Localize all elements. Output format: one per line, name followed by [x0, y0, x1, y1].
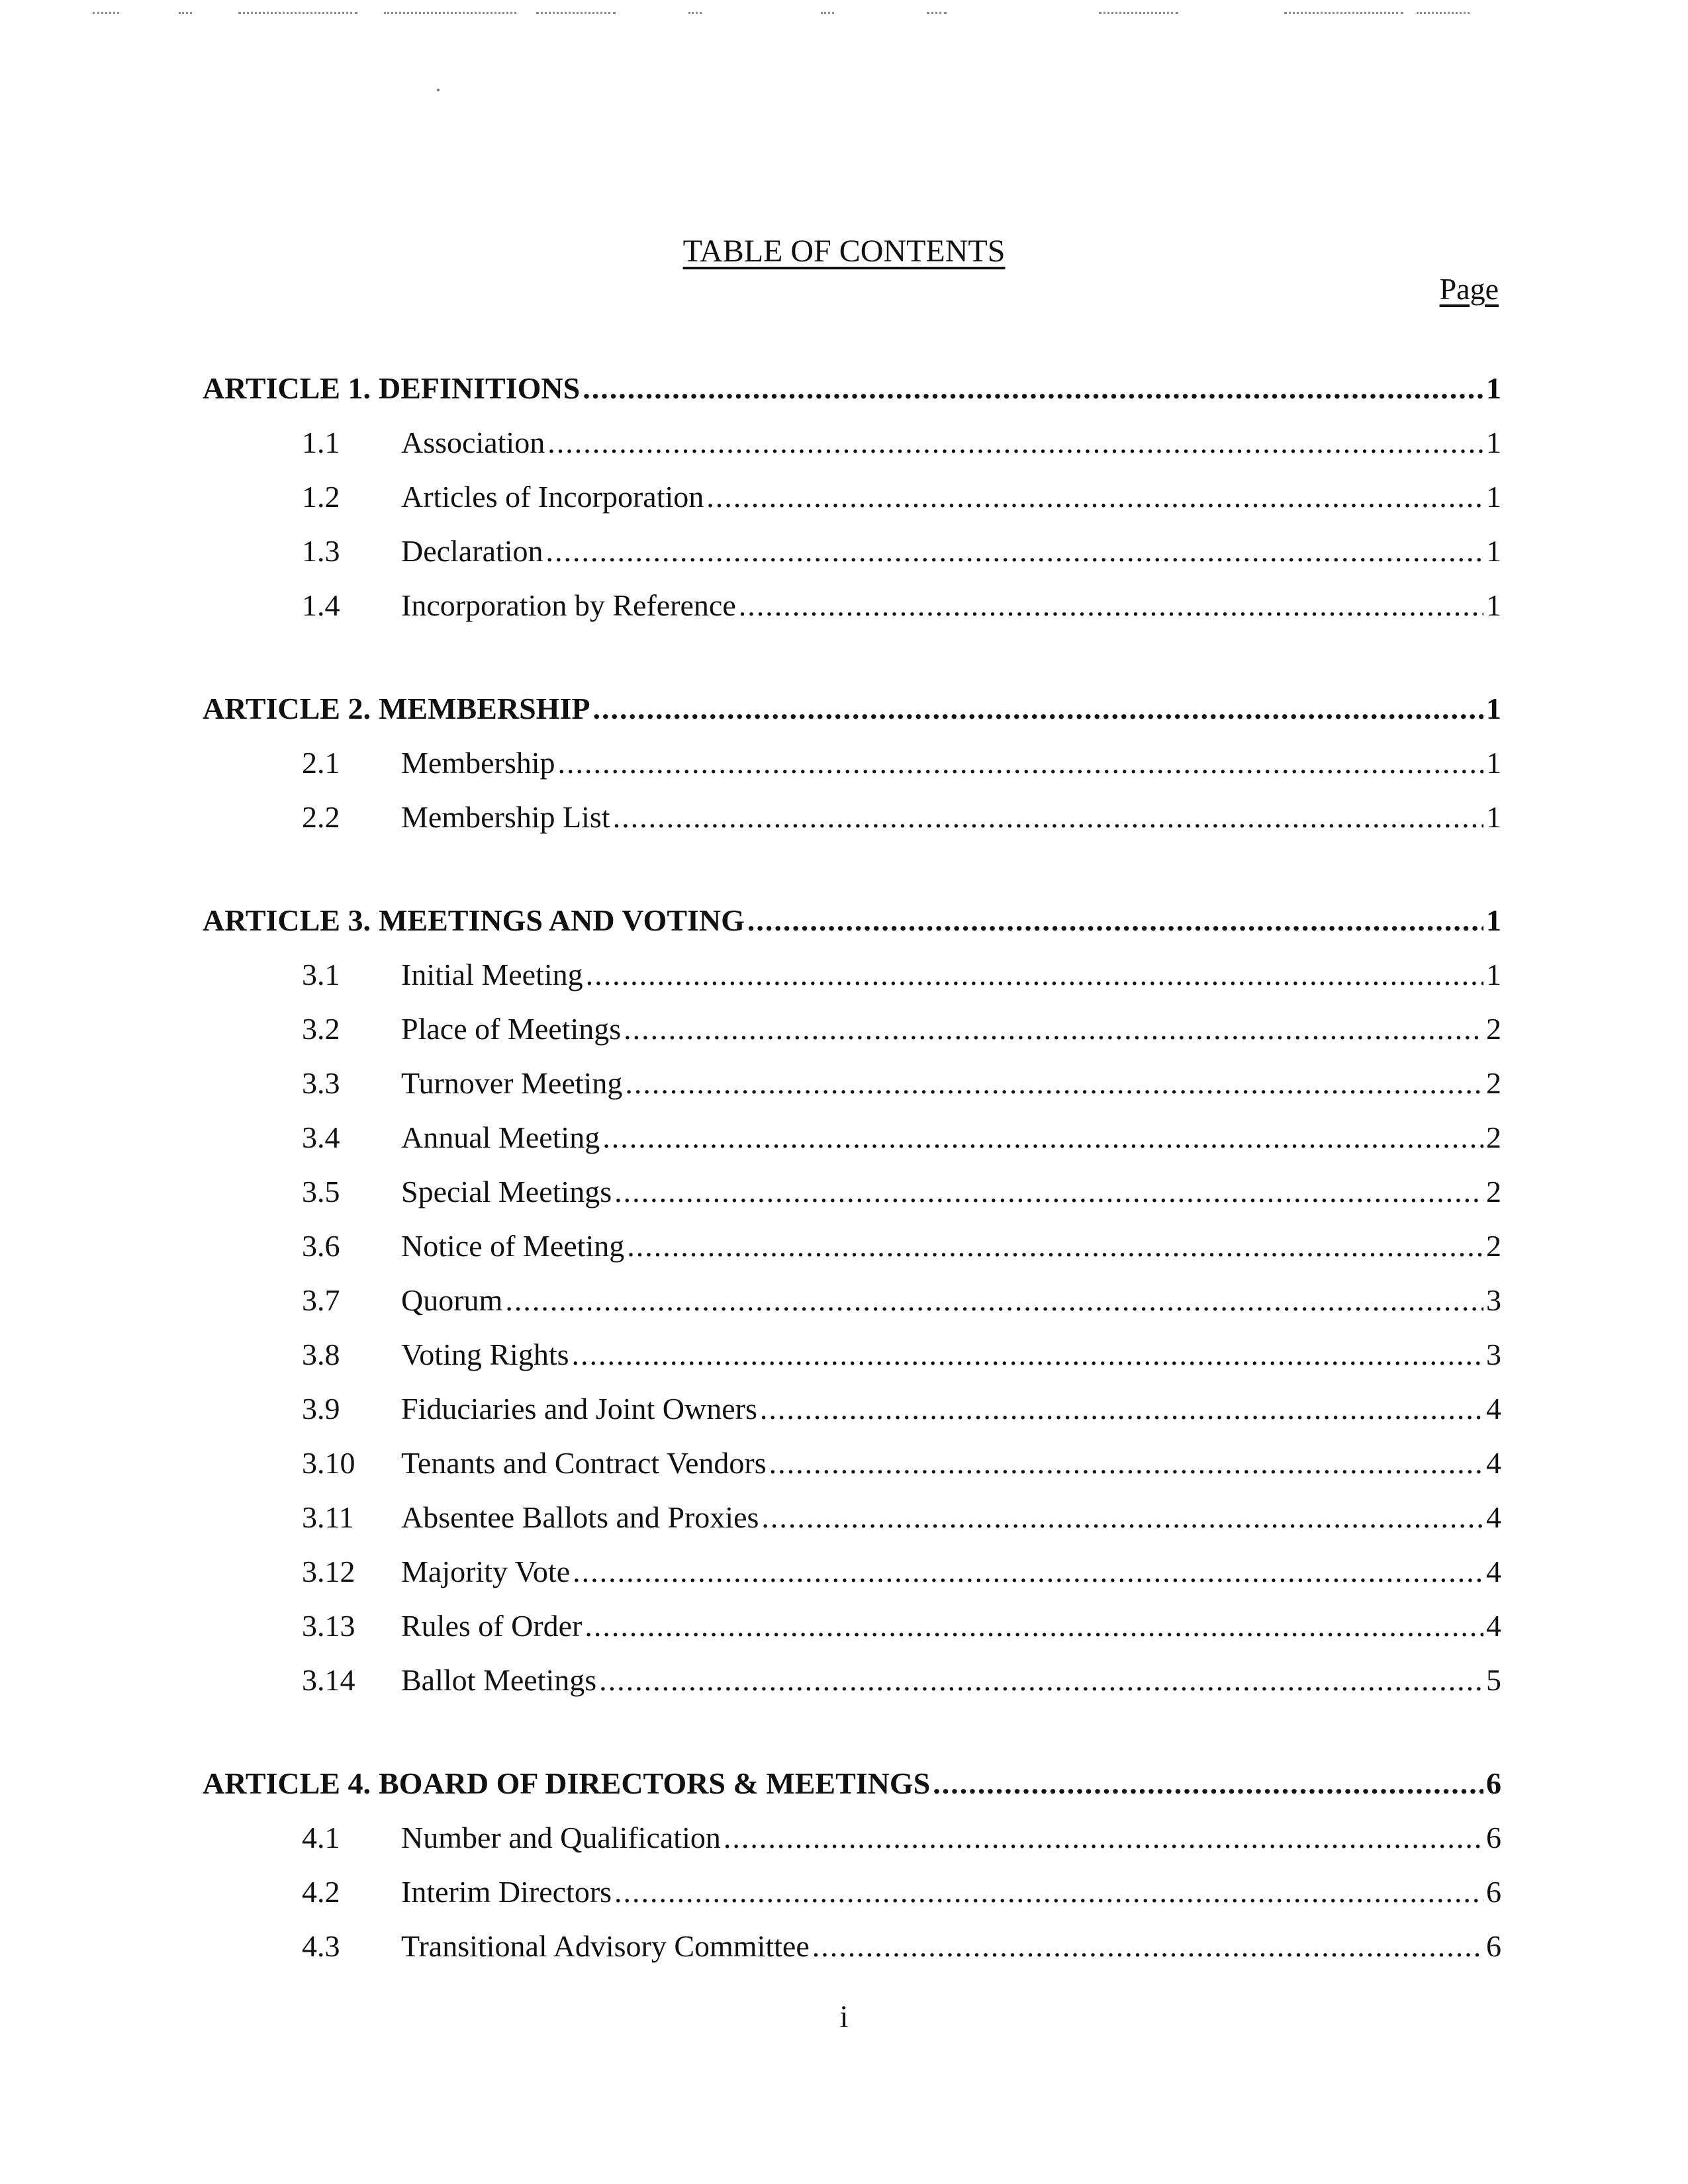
section-number: 3.3 [302, 1066, 340, 1100]
article-page-number: 1 [1486, 692, 1501, 725]
dot-leader [546, 533, 1483, 569]
dot-leader [761, 1500, 1483, 1535]
scan-artifact-strip [0, 0, 1688, 20]
section-number: 3.10 [302, 1446, 355, 1480]
article-group [203, 1766, 1501, 1983]
section-page-number: 2 [1486, 1175, 1501, 1208]
toc-article-row[interactable] [203, 371, 1501, 425]
section-page-number: 6 [1486, 1929, 1501, 1963]
toc-section-row[interactable] [203, 957, 1501, 1011]
section-number: 3.14 [302, 1663, 355, 1697]
section-page-number: 1 [1486, 426, 1501, 459]
section-number: 4.3 [302, 1929, 340, 1963]
toc-section-row[interactable] [203, 588, 1501, 642]
toc-section-row[interactable] [203, 1283, 1501, 1337]
toc-article-row[interactable] [203, 903, 1501, 957]
dot-leader [558, 745, 1483, 780]
article-page-number: 1 [1486, 903, 1501, 937]
article-page-number: 6 [1486, 1766, 1501, 1800]
article-label: ARTICLE 4. [203, 1766, 371, 1800]
section-title: Transitional Advisory Committee [401, 1929, 810, 1963]
section-page-number: 1 [1486, 588, 1501, 622]
section-number: 3.1 [302, 958, 340, 991]
article-group [203, 691, 1501, 854]
section-number: 1.1 [302, 426, 340, 459]
dot-leader [599, 1662, 1483, 1698]
section-title: Initial Meeting [401, 958, 583, 991]
toc-section-row[interactable] [203, 745, 1501, 799]
toc-section-row[interactable] [203, 1662, 1501, 1717]
section-page-number: 2 [1486, 1120, 1501, 1154]
section-title: Membership List [401, 800, 610, 834]
dot-leader [769, 1445, 1483, 1480]
dot-leader [592, 691, 1483, 726]
dot-leader [812, 1929, 1483, 1964]
section-page-number: 1 [1486, 746, 1501, 780]
section-page-number: 1 [1486, 534, 1501, 568]
article-group [203, 371, 1501, 642]
section-number: 4.2 [302, 1875, 340, 1909]
section-number: 3.7 [302, 1283, 340, 1317]
dot-leader [933, 1766, 1483, 1801]
section-title: Absentee Ballots and Proxies [401, 1500, 759, 1534]
section-number: 1.3 [302, 534, 340, 568]
article-page-number: 1 [1486, 371, 1501, 405]
dot-leader [760, 1391, 1483, 1426]
section-page-number: 4 [1486, 1555, 1501, 1588]
section-title: Annual Meeting [401, 1120, 600, 1154]
section-title: Articles of Incorporation [401, 480, 704, 514]
section-title: Voting Rights [401, 1338, 569, 1371]
section-number: 4.1 [302, 1821, 340, 1854]
toc-section-row[interactable] [203, 479, 1501, 533]
dot-leader [614, 1174, 1483, 1209]
section-title: Number and Qualification [401, 1821, 721, 1854]
section-page-number: 3 [1486, 1283, 1501, 1317]
page-column-header: Page [1439, 272, 1499, 306]
section-title: Tenants and Contract Vendors [401, 1446, 767, 1480]
section-number: 3.13 [302, 1609, 355, 1643]
dot-leader [602, 1120, 1483, 1155]
toc-list [203, 371, 1501, 2032]
article-label: ARTICLE 2. [203, 692, 371, 725]
article-label: ARTICLE 1. [203, 371, 371, 405]
dot-leader [724, 1820, 1483, 1855]
dot-leader [613, 799, 1483, 835]
section-page-number: 2 [1486, 1012, 1501, 1046]
toc-section-row[interactable] [203, 1820, 1501, 1874]
toc-section-row[interactable] [203, 1120, 1501, 1174]
toc-section-row[interactable] [203, 1608, 1501, 1662]
section-title: Association [401, 426, 545, 459]
dot-leader [547, 425, 1483, 460]
dot-leader [585, 1608, 1483, 1643]
toc-section-row[interactable] [203, 425, 1501, 479]
section-page-number: 4 [1486, 1446, 1501, 1480]
article-title: MEMBERSHIP [379, 692, 590, 725]
section-page-number: 6 [1486, 1875, 1501, 1909]
toc-section-row[interactable] [203, 1174, 1501, 1228]
dot-leader [625, 1066, 1483, 1101]
page-title [0, 233, 1688, 269]
section-number: 3.5 [302, 1175, 340, 1208]
section-title: Majority Vote [401, 1555, 571, 1588]
toc-section-row[interactable] [203, 1391, 1501, 1445]
toc-section-row[interactable] [203, 1011, 1501, 1066]
toc-article-row[interactable] [203, 1766, 1501, 1820]
section-page-number: 2 [1486, 1066, 1501, 1100]
dot-leader [624, 1011, 1483, 1046]
toc-section-row[interactable] [203, 1066, 1501, 1120]
toc-section-row[interactable] [203, 1228, 1501, 1283]
dot-leader [706, 479, 1483, 514]
section-page-number: 1 [1486, 480, 1501, 514]
section-number: 2.1 [302, 746, 340, 780]
section-page-number: 6 [1486, 1821, 1501, 1854]
toc-section-row[interactable] [203, 1337, 1501, 1391]
section-number: 3.9 [302, 1392, 340, 1426]
section-title: Rules of Order [401, 1609, 583, 1643]
section-title: Notice of Meeting [401, 1229, 625, 1263]
section-title: Interim Directors [401, 1875, 612, 1909]
section-page-number: 4 [1486, 1500, 1501, 1534]
section-title: Quorum [401, 1283, 503, 1317]
footer-page-number: i [839, 1999, 849, 2034]
section-title: Ballot Meetings [401, 1663, 597, 1697]
section-number: 1.4 [302, 588, 340, 622]
section-number: 3.11 [302, 1500, 354, 1534]
section-number: 3.8 [302, 1338, 340, 1371]
section-title: Fiduciaries and Joint Owners [401, 1392, 757, 1426]
dot-leader [586, 957, 1483, 992]
section-page-number: 5 [1486, 1663, 1501, 1697]
section-title: Place of Meetings [401, 1012, 622, 1046]
section-page-number: 4 [1486, 1392, 1501, 1426]
article-title: MEETINGS AND VOTING [379, 903, 745, 937]
dot-leader [747, 903, 1483, 938]
section-title: Incorporation by Reference [401, 588, 736, 622]
scan-speck [437, 89, 440, 91]
article-label: ARTICLE 3. [203, 903, 371, 937]
toc-section-row[interactable] [203, 1554, 1501, 1608]
section-page-number: 2 [1486, 1229, 1501, 1263]
article-title: BOARD OF DIRECTORS & MEETINGS [379, 1766, 931, 1800]
toc-section-row[interactable] [203, 533, 1501, 588]
section-title: Special Meetings [401, 1175, 612, 1208]
section-title: Turnover Meeting [401, 1066, 623, 1100]
section-page-number: 1 [1486, 958, 1501, 991]
toc-section-row[interactable] [203, 1445, 1501, 1500]
section-number: 3.12 [302, 1555, 355, 1588]
toc-article-row[interactable] [203, 691, 1501, 745]
dot-leader [583, 371, 1483, 406]
section-number: 1.2 [302, 480, 340, 514]
toc-section-row[interactable] [203, 1500, 1501, 1554]
article-title: DEFINITIONS [379, 371, 581, 405]
section-number: 2.2 [302, 800, 340, 834]
article-group [203, 903, 1501, 1717]
toc-title-text: TABLE OF CONTENTS [682, 234, 1006, 269]
section-title: Membership [401, 746, 555, 780]
dot-leader [573, 1554, 1483, 1589]
dot-leader [505, 1283, 1483, 1318]
section-number: 3.6 [302, 1229, 340, 1263]
section-number: 3.2 [302, 1012, 340, 1046]
dot-leader [572, 1337, 1484, 1372]
dot-leader [739, 588, 1483, 623]
dot-leader [627, 1228, 1483, 1263]
section-page-number: 4 [1486, 1609, 1501, 1643]
toc-section-row[interactable] [203, 1929, 1501, 1983]
toc-section-row[interactable] [203, 799, 1501, 854]
section-title: Declaration [401, 534, 543, 568]
toc-section-row[interactable] [203, 1874, 1501, 1929]
section-number: 3.4 [302, 1120, 340, 1154]
section-page-number: 1 [1486, 800, 1501, 834]
section-page-number: 3 [1486, 1338, 1501, 1371]
dot-leader [614, 1874, 1483, 1909]
